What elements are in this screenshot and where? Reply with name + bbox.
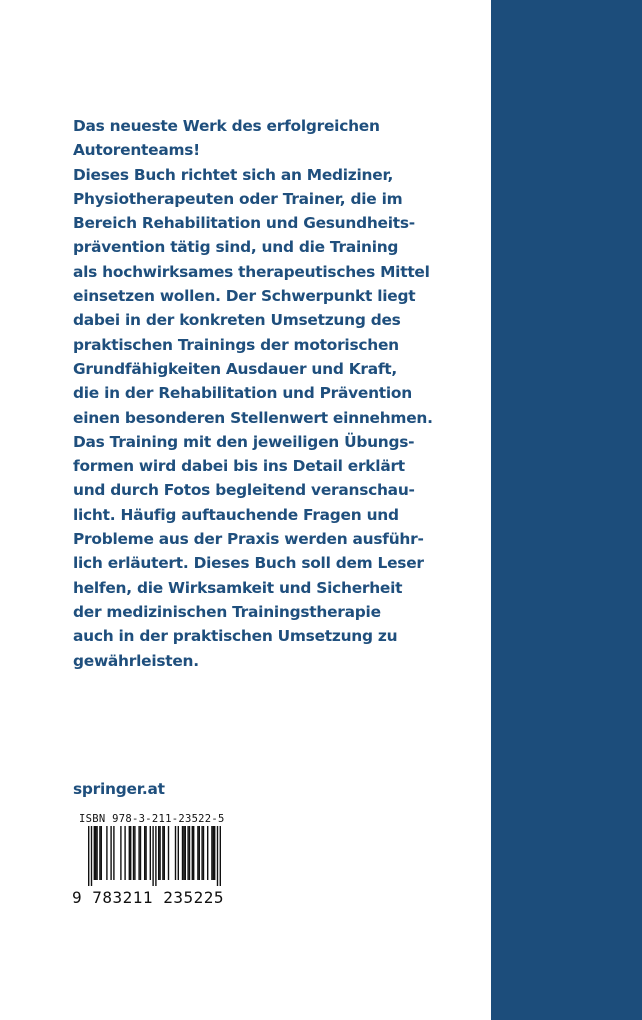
back-cover-blurb [73, 114, 483, 673]
barcode-bar [183, 826, 184, 880]
barcode-bar [220, 826, 221, 886]
barcode-bar [189, 826, 190, 880]
barcode-bar [91, 826, 92, 886]
blurb-line: Grundfähigkeiten Ausdauer und Kraft, [73, 359, 397, 378]
barcode-bar [197, 826, 198, 880]
barcode-bar [124, 826, 125, 880]
blurb-line: gewährleisten. [73, 651, 199, 670]
barcode-bar [193, 826, 194, 880]
barcode-graphic [88, 826, 228, 886]
blurb-line: licht. Häufig auftauchende Fragen und [73, 505, 399, 524]
barcode-bar [145, 826, 146, 880]
barcode-bar [213, 826, 214, 880]
blurb-line: praktischen Trainings der motorischen [73, 335, 399, 354]
barcode-bar [199, 826, 200, 880]
barcode-bar [144, 826, 145, 880]
blurb-line: Probleme aus der Praxis werden ausführ- [73, 530, 424, 549]
barcode-bar [99, 826, 100, 880]
barcode-bar [159, 826, 160, 880]
blurb-line: Autorenteams! [73, 141, 200, 160]
blurb-line: prävention tätig sind, und die Training [73, 238, 399, 257]
barcode-bar [110, 826, 111, 880]
barcode-bar [187, 826, 188, 880]
blurb-line: und durch Fotos begleitend veranschau- [73, 481, 415, 500]
barcode-bar [158, 826, 159, 880]
blurb-line: Das Training mit den jeweiligen Übungs- [73, 432, 415, 451]
barcode-bar [217, 826, 218, 886]
barcode-bar [192, 826, 193, 880]
barcode-bar [162, 826, 163, 880]
barcode-bar [101, 826, 102, 880]
barcode-bar [130, 826, 131, 880]
barcode-bar [95, 826, 96, 880]
barcode-bar [168, 826, 169, 880]
barcode-bar [88, 826, 89, 886]
barcode-bar [129, 826, 130, 880]
barcode-bar [120, 826, 121, 880]
blue-side-stripe [491, 0, 642, 1020]
barcode-bar [214, 826, 215, 880]
barcode-bar [138, 826, 139, 880]
barcode-bar [178, 826, 179, 880]
barcode-bar [94, 826, 95, 880]
barcode-bar [175, 826, 176, 880]
blurb-line: auch in der praktischen Umsetzung zu [73, 627, 398, 646]
barcode-bar [106, 826, 107, 880]
publisher-url: springer.at [73, 780, 165, 798]
isbn-label: ISBN 978-3-211-23522-5 [79, 813, 225, 825]
barcode-digits: 9 783211 235225 [72, 888, 224, 907]
barcode-bar [155, 826, 156, 886]
barcode-bar [113, 826, 114, 880]
blurb-line: Das neueste Werk des erfolgreichen [73, 117, 380, 135]
blurb-line: helfen, die Wirksamkeit und Sicherheit [73, 578, 403, 597]
blurb-line: einsetzen wollen. Der Schwerpunkt liegt [73, 287, 416, 306]
barcode-bar [203, 826, 204, 880]
barcode-bar [133, 826, 134, 880]
blurb-line: dabei in der konkreten Umsetzung des [73, 311, 401, 330]
blurb-line: Dieses Buch richtet sich an Mediziner, [73, 165, 394, 184]
barcode-bar [207, 826, 208, 880]
isbn-barcode [88, 826, 228, 886]
barcode-bar [201, 826, 202, 880]
barcode-bar [150, 826, 151, 880]
blurb-line: der medizinischen Trainingstherapie [73, 602, 381, 621]
blurb-line: Bereich Rehabilitation und Gesundheits- [73, 214, 415, 233]
barcode-bar [134, 826, 135, 880]
blurb-line: lich erläutert. Dieses Buch soll dem Leser [73, 554, 424, 573]
barcode-bar [164, 826, 165, 880]
blurb-line: Physiotherapeuten oder Trainer, die im [73, 189, 403, 208]
barcode-bar [140, 826, 141, 880]
blurb-line: als hochwirksames therapeutisches Mittel [73, 262, 430, 281]
barcode-bar [152, 826, 153, 886]
barcode-bar [96, 826, 97, 880]
barcode-bar [185, 826, 186, 880]
blurb-line: die in der Rehabilitation und Prävention [73, 384, 412, 403]
blurb-line: formen wird dabei bis ins Detail erklärt [73, 457, 405, 476]
barcode-bar [182, 826, 183, 880]
barcode-bar [211, 826, 212, 880]
blurb-line: einen besonderen Stellenwert einnehmen. [73, 408, 433, 427]
